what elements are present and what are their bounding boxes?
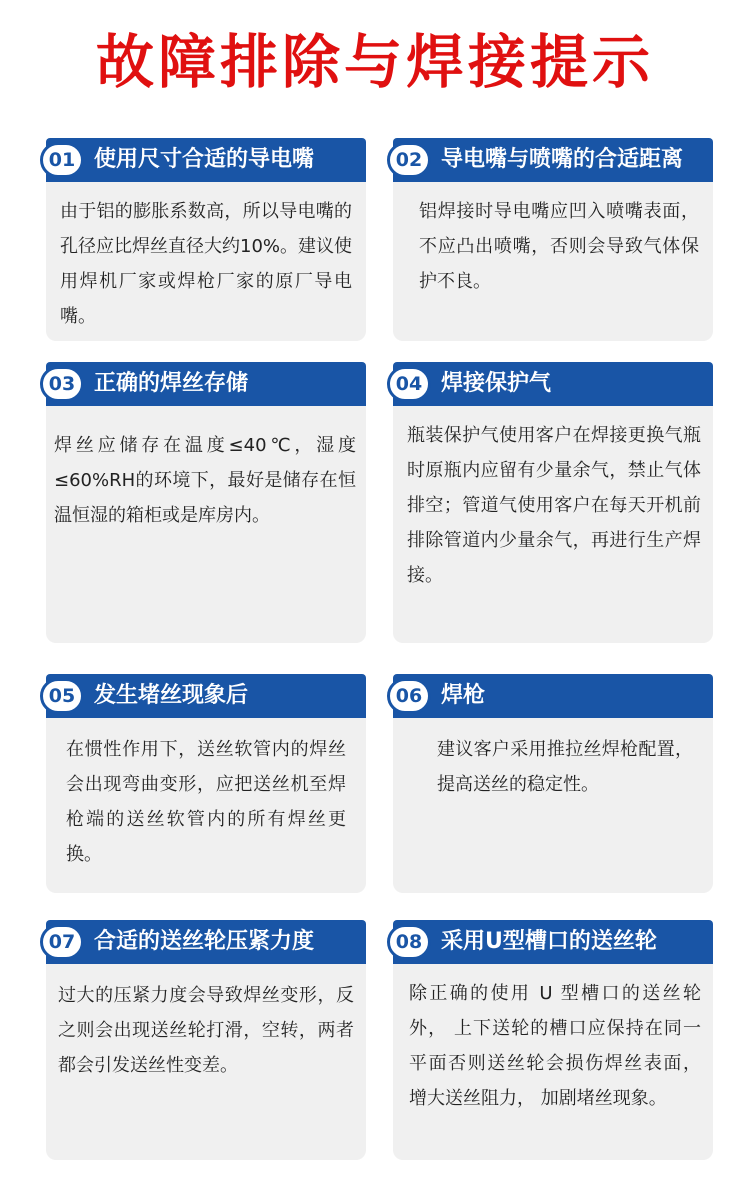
- card-title: 发生堵丝现象后: [94, 683, 249, 708]
- number-badge: [40, 678, 84, 714]
- tip-card-05: [46, 674, 366, 893]
- card-text: 在惯性作用下，送丝软管内的焊丝会出现弯曲变形，应把送丝机至焊枪端的送丝软管内的所有焊丝更换。: [66, 739, 346, 865]
- number-badge: [40, 924, 84, 960]
- tip-card-03: [46, 362, 366, 643]
- card-text: 建议客户采用推拉丝焊枪配置，提高送丝的稳定性。: [437, 739, 693, 795]
- card-text: 除正确的使用 U 型槽口的送丝轮外， 上下送轮的槽口应保持在同一平面否则送丝轮会损伤焊丝表面， 增大送丝阻力， 加剧堵丝现象。: [409, 983, 701, 1109]
- card-title: 采用U型槽口的送丝轮: [441, 929, 657, 954]
- number-badge: [387, 366, 431, 402]
- card-header: [393, 138, 713, 182]
- card-text: 瓶装保护气使用客户在焊接更换气瓶时原瓶内应留有少量余气，禁止气体排空；管道气使用客户在每天开机前排除管道内少量余气，再进行生产焊接。: [407, 425, 701, 586]
- card-number: 01: [48, 148, 76, 171]
- card-number: 05: [48, 684, 76, 707]
- number-badge: [387, 142, 431, 178]
- card-title: 焊接保护气: [441, 371, 552, 396]
- tip-card-07: [46, 920, 366, 1160]
- card-number: 02: [395, 148, 423, 171]
- card-header: [393, 362, 713, 406]
- card-number: 03: [48, 372, 76, 395]
- tip-card-06: [393, 674, 713, 893]
- card-number: 04: [395, 372, 423, 395]
- card-title: 合适的送丝轮压紧力度: [94, 929, 315, 954]
- card-text: 由于铝的膨胀系数高，所以导电嘴的孔径应比焊丝直径大约10%。建议使用焊机厂家或焊枪厂家的原厂导电嘴。: [60, 201, 353, 327]
- number-badge: [387, 678, 431, 714]
- card-text: 铝焊接时导电嘴应凹入喷嘴表面，不应凸出喷嘴，否则会导致气体保护不良。: [419, 201, 699, 292]
- card-number: 07: [48, 930, 76, 953]
- card-title: 使用尺寸合适的导电嘴: [94, 147, 315, 172]
- card-number: 08: [395, 930, 423, 953]
- number-badge: [387, 924, 431, 960]
- card-header: [46, 920, 366, 964]
- card-header: [46, 362, 366, 406]
- number-badge: [40, 142, 84, 178]
- card-header: [46, 138, 366, 182]
- card-header: [393, 674, 713, 718]
- number-badge: [40, 366, 84, 402]
- tip-card-01: [46, 138, 366, 341]
- card-text: 焊丝应储存在温度≤40℃，湿度≤60%RH的环境下，最好是储存在恒温恒湿的箱柜或是库房内。: [54, 435, 356, 526]
- tip-card-08: [393, 920, 713, 1160]
- card-title: 焊枪: [441, 683, 486, 708]
- page-title: 故障排除与焊接提示: [95, 28, 654, 96]
- tip-card-02: [393, 138, 713, 341]
- card-header: [393, 920, 713, 964]
- card-number: 06: [395, 684, 423, 707]
- card-header: [46, 674, 366, 718]
- card-title: 导电嘴与喷嘴的合适距离: [441, 147, 684, 172]
- card-title: 正确的焊丝存储: [94, 371, 249, 396]
- tip-card-04: [393, 362, 713, 643]
- card-text: 过大的压紧力度会导致焊丝变形，反之则会出现送丝轮打滑，空转，两者都会引发送丝性变差。: [58, 985, 354, 1076]
